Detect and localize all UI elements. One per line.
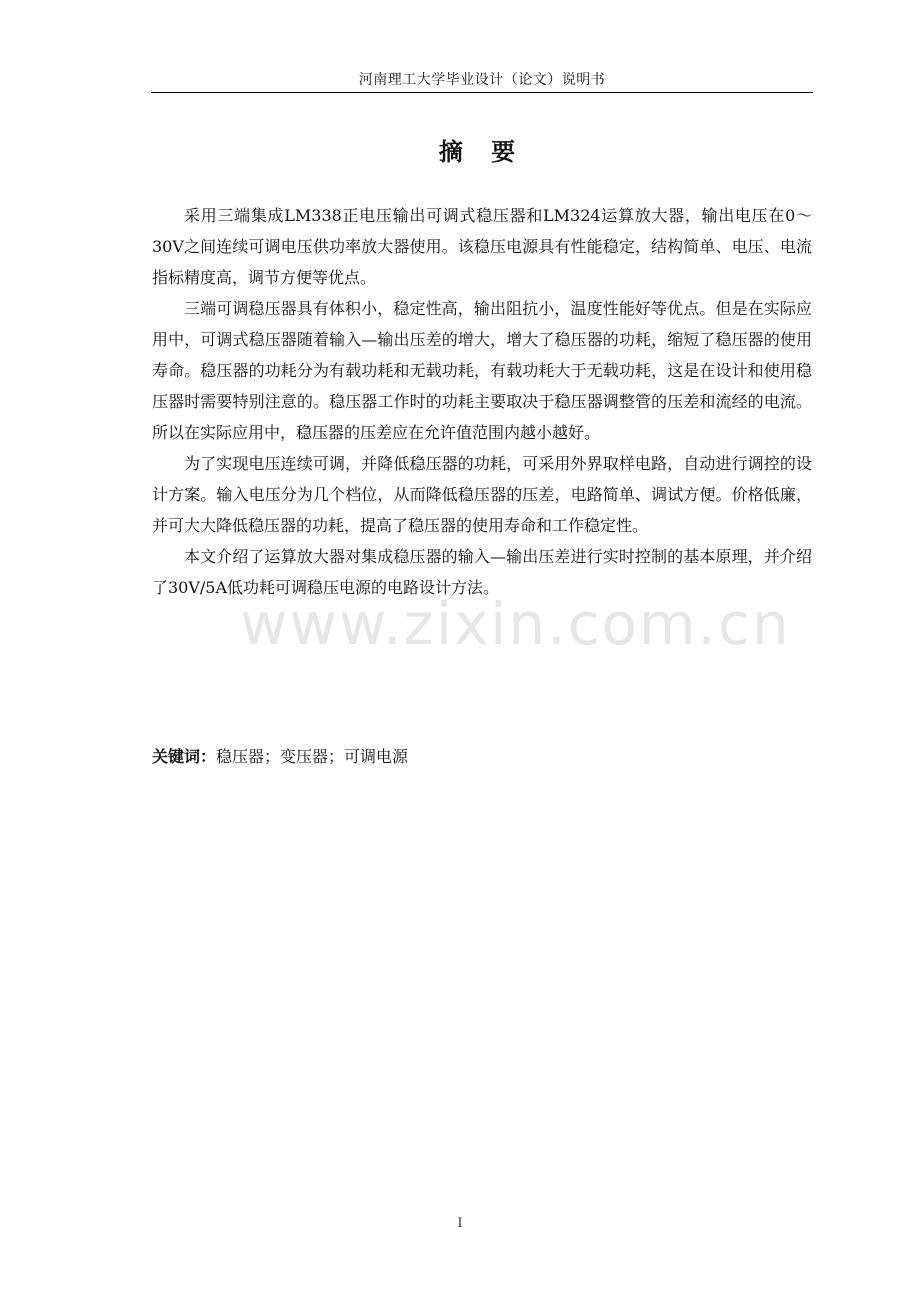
- watermark: www.zixin.com.cn: [240, 590, 791, 658]
- abstract-paragraph-2: 三端可调稳压器具有体积小，稳定性高，输出阻抗小，温度性能好等优点。但是在实际应用中，可调式稳压器随着输入—输出压差的增大，增大了稳压器的功耗，缩短了稳压器的使用寿命。稳压器的功耗分为有载功耗和无载功耗，有载功耗大于无载功耗，这是在设计和使用稳压器时需要特别注意的。稳压器工作时的功耗主要取决于稳压器调整管的压差和流经的电流。所以在实际应用中，稳压器的压差应在允许值范围内越小越好。: [152, 299, 812, 442]
- keywords-label: 关键词：: [152, 747, 217, 766]
- running-header: 河南理工大学毕业设计（论文）说明书: [358, 72, 606, 88]
- keywords-value: 稳压器；变压器；可调电源: [216, 747, 409, 766]
- abstract-title: 摘 要: [438, 137, 526, 166]
- header-rule: [151, 92, 813, 93]
- abstract-body: [152, 200, 812, 603]
- keywords-line: [152, 741, 812, 772]
- page-number: I: [457, 1216, 463, 1231]
- abstract-paragraph-4: 本文介绍了运算放大器对集成稳压器的输入—输出压差进行实时控制的基本原理，并介绍了30V/5A低功耗可调稳压电源的电路设计方法。: [152, 547, 812, 597]
- abstract-paragraph-3: 为了实现电压连续可调，并降低稳压器的功耗，可采用外界取样电路，自动进行调控的设计方案。输入电压分为几个档位，从而降低稳压器的压差，电路简单、调试方便。价格低廉，并可大大降低稳压器的功耗，提高了稳压器的使用寿命和工作稳定性。: [152, 454, 812, 535]
- abstract-paragraph-1: 采用三端集成LM338正电压输出可调式稳压器和LM324运算放大器，输出电压在0～30V之间连续可调电压供功率放大器使用。该稳压电源具有性能稳定，结构简单、电压、电流指标精度高，调节方便等优点。: [152, 206, 812, 287]
